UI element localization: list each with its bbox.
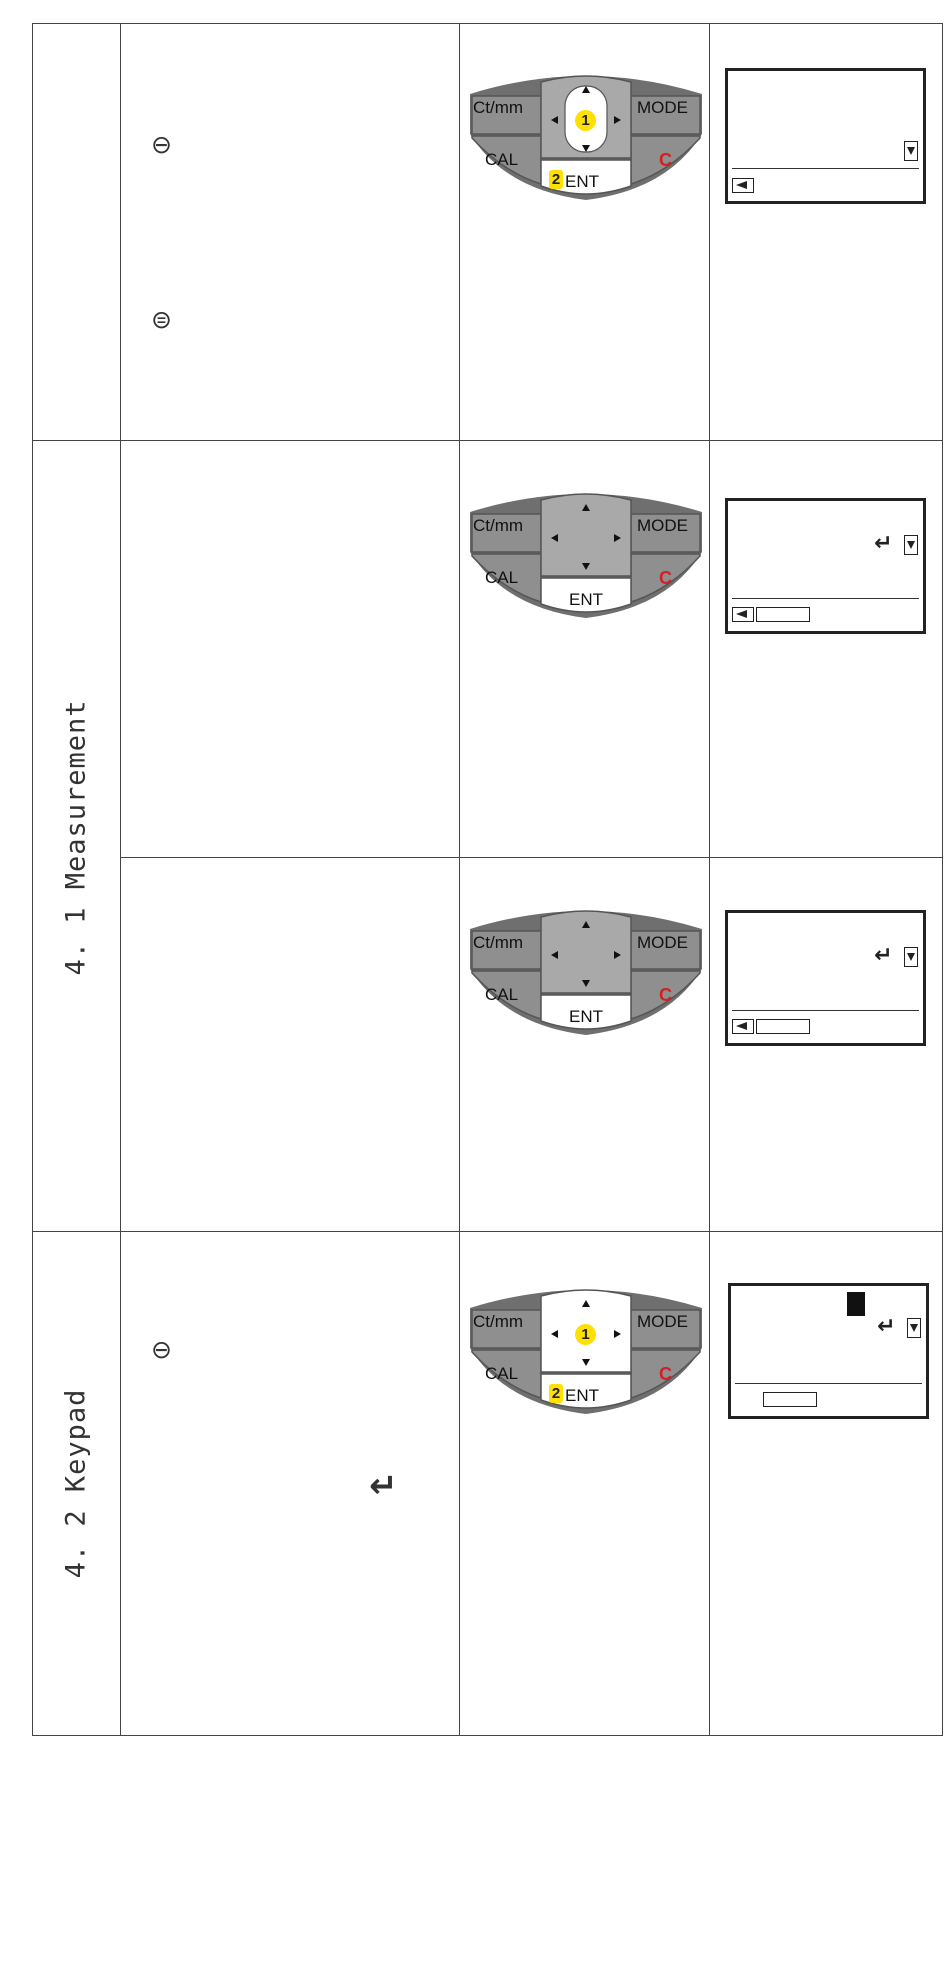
minus-circle-icon: ⊖ [151,1335,172,1364]
scroll-down-icon [907,1318,921,1338]
scroll-down-icon [904,535,918,555]
table-border-top [32,23,943,24]
scroll-left-icon [732,178,754,193]
table-row-divider [32,1231,943,1232]
lcd-separator [732,168,919,169]
scroll-down-icon [904,141,918,161]
c-key: C [659,1364,672,1384]
enter-icon: ↵ [369,1466,398,1506]
table-border-right [942,23,943,1736]
value-field [763,1392,817,1407]
keypad-diagram [467,1286,705,1426]
lcd-display [725,498,926,634]
table-border-bottom [32,1735,943,1736]
lcd-display [725,68,926,204]
ct-mm-key: Ct/mm [473,516,524,535]
mode-key: MODE [637,933,688,952]
lcd-separator [735,1383,922,1384]
enter-icon: ↵ [877,1314,896,1339]
step-badge-1: 1 [575,110,596,131]
mode-key: MODE [637,516,688,535]
lcd-separator [732,598,919,599]
cal-key: CAL [485,150,519,169]
section-title-keypad [32,1232,120,1735]
section-label: 4. 1 Measurement [60,699,92,976]
c-key: C [659,985,672,1005]
table-divider-1 [120,23,121,1736]
step-badge-1: 1 [575,1324,596,1345]
ct-mm-key: Ct/mm [473,98,524,117]
step-badge-2: 2 [549,1384,563,1403]
keypad-diagram [467,907,705,1047]
keypad-diagram [467,72,705,212]
section-title-measurement [32,441,120,1234]
c-key: C [659,568,672,588]
scroll-left-icon [732,607,754,622]
ent-key: ENT [569,590,603,609]
c-key: C [659,150,672,170]
mode-key: MODE [637,98,688,117]
lcd-display [728,1283,929,1419]
input-cursor [847,1292,865,1316]
value-field [756,1019,810,1034]
equal-circle-icon: ⊜ [151,305,172,334]
step-badge-2: 2 [549,170,563,189]
section-label: 4. 2 Keypad [60,1388,92,1579]
scroll-left-icon [732,1019,754,1034]
cal-key: CAL [485,568,519,587]
mode-key: MODE [637,1312,688,1331]
ct-mm-key: Ct/mm [473,1312,524,1331]
scroll-down-icon [904,947,918,967]
ent-key: ENT [565,172,599,191]
cal-key: CAL [485,985,519,1004]
ct-mm-key: Ct/mm [473,933,524,952]
ent-key: ENT [569,1007,603,1026]
lcd-separator [732,1010,919,1011]
table-row-divider [32,440,943,441]
table-divider-3 [709,23,710,1736]
value-field [756,607,810,622]
keypad-diagram [467,490,705,630]
ent-key: ENT [565,1386,599,1405]
table-row-divider [120,857,943,858]
procedure-table [32,23,942,1736]
table-divider-2 [459,23,460,1736]
cal-key: CAL [485,1364,519,1383]
lcd-display [725,910,926,1046]
enter-icon: ↵ [874,531,893,556]
enter-icon: ↵ [874,943,893,968]
minus-circle-icon: ⊖ [151,130,172,159]
